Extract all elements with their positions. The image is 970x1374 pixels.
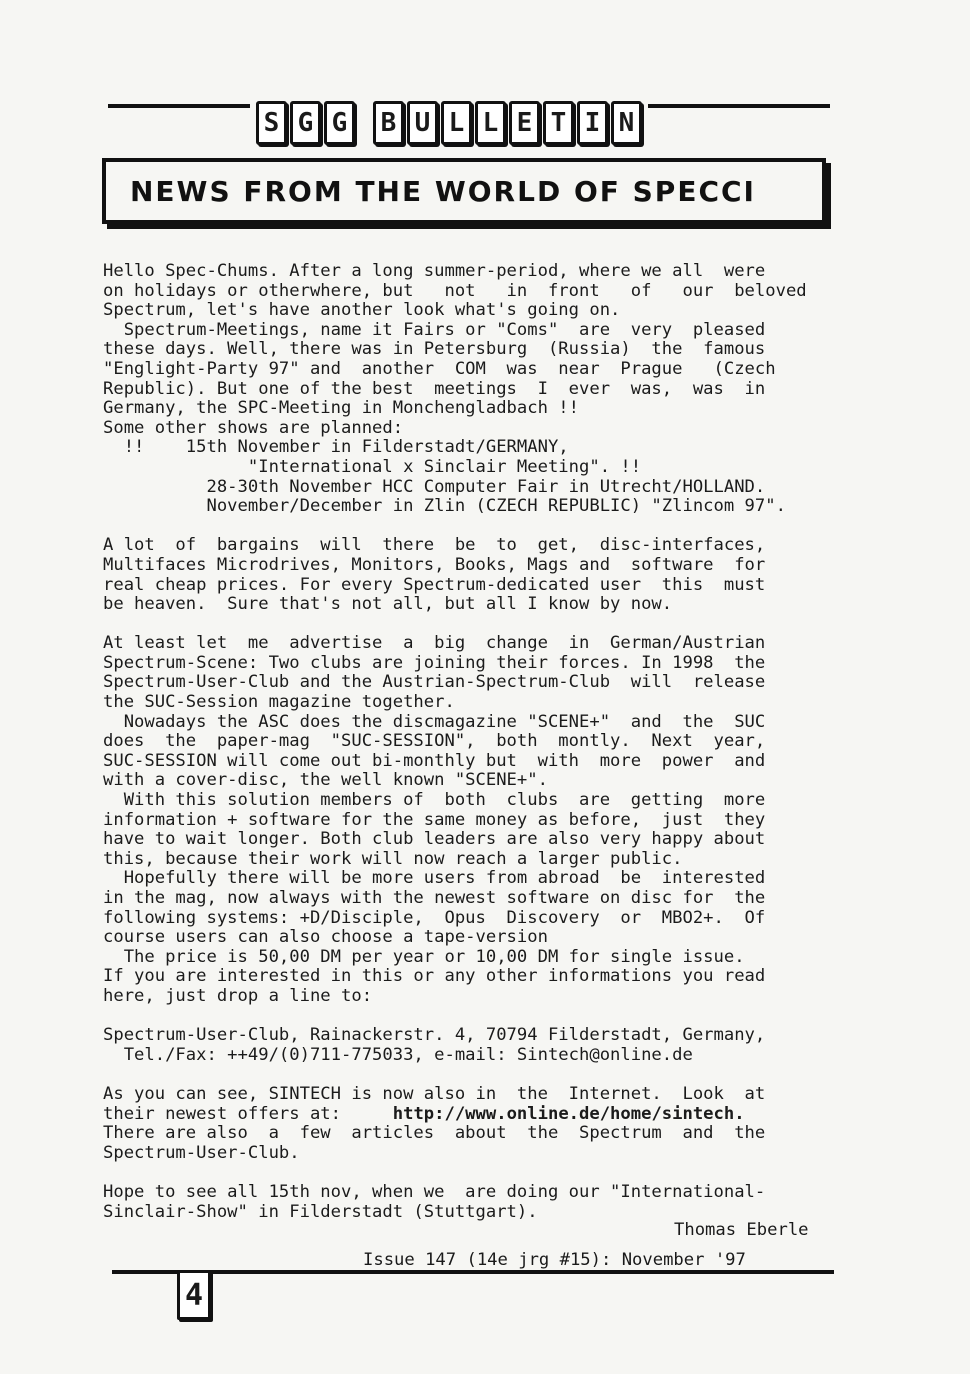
text-line: on holidays or otherwhere, but not in front of our beloved bbox=[103, 280, 807, 301]
text-line bbox=[103, 1163, 849, 1183]
text-line: 28-30th November HCC Computer Fair in Utrecht/HOLLAND. bbox=[103, 476, 766, 497]
text-line: The price is 50,00 DM per year or 10,00 DM for single issue. bbox=[103, 946, 745, 967]
text-line bbox=[103, 1065, 849, 1085]
text-line: Multifaces Microdrives, Monitors, Books, Mags and software for bbox=[103, 554, 766, 575]
text-line: Hello Spec-Chums. After a long summer-period, where we all were bbox=[103, 261, 766, 281]
text-line: With this solution members of both clubs are getting more bbox=[103, 790, 766, 811]
website-link[interactable]: http://www.online.de/home/sintech. bbox=[392, 1103, 745, 1124]
text-line: "Englight-Party 97" and another COM was near Prague (Czech bbox=[103, 358, 776, 379]
text-line: November/December in Zlin (CZECH REPUBLIC) "Zlincom 97". bbox=[103, 496, 786, 517]
text-line: A lot of bargains will there be to get, disc-interfaces, bbox=[103, 535, 766, 556]
text-line: here, just drop a line to: bbox=[103, 985, 373, 1006]
text-line: be heaven. Sure that's not all, but all I know by now. bbox=[103, 594, 673, 615]
text-line: Spectrum-User-Club and the Austrian-Spectrum-Club will release bbox=[103, 672, 766, 693]
title-letter: I bbox=[577, 101, 608, 145]
text-line: Spectrum, let's have another look what's going on. bbox=[103, 300, 621, 321]
text-line: Spectrum-User-Club. bbox=[103, 1142, 300, 1163]
text-line: does the paper-mag "SUC-SESSION", both montly. Next year, bbox=[103, 731, 766, 752]
text-line bbox=[103, 1007, 849, 1027]
text-line: If you are interested in this or any other informations you read bbox=[103, 966, 766, 987]
text-line: their newest offers at: http://www.online.de/home/sintech. bbox=[103, 1103, 745, 1124]
title-letter: L bbox=[475, 101, 506, 145]
headline-box bbox=[102, 158, 826, 224]
signature: Thomas Eberle bbox=[674, 1220, 809, 1240]
text-line bbox=[103, 517, 849, 537]
text-line: in the mag, now always with the newest software on disc for the bbox=[103, 888, 766, 908]
title-letter: S bbox=[256, 101, 287, 145]
text-line: real cheap prices. For every Spectrum-dedicated user this must bbox=[103, 574, 766, 595]
bulletin-word-bulletin bbox=[373, 101, 642, 145]
title-letter: E bbox=[509, 101, 540, 145]
text-line: the SUC-Session magazine together. bbox=[103, 692, 455, 713]
article-body bbox=[103, 262, 849, 1222]
text-line: There are also a few articles about the Spectrum and the bbox=[103, 1123, 766, 1144]
text-line bbox=[103, 615, 849, 635]
text-line: "International x Sinclair Meeting". !! bbox=[103, 456, 642, 477]
text-line: Nowadays the ASC does the discmagazine "SCENE+" and the SUC bbox=[103, 711, 766, 732]
text-line: Hope to see all 15th nov, when we are doing our "International- bbox=[103, 1181, 766, 1202]
text-line: Germany, the SPC-Meeting in Monchengladbach !! bbox=[103, 398, 579, 419]
text-line: Spectrum-Meetings, name it Fairs or "Coms" are very pleased bbox=[103, 319, 766, 340]
text-line: Tel./Fax: ++49/(0)711-775033, e-mail: Sintech@online.de bbox=[103, 1044, 693, 1065]
headline: NEWS FROM THE WORLD OF SPECCI bbox=[130, 174, 756, 208]
footer-rule bbox=[112, 1270, 834, 1274]
title-letter: G bbox=[290, 101, 321, 145]
title-letter: L bbox=[441, 101, 472, 145]
title-letter: U bbox=[407, 101, 438, 145]
text-line: Hopefully there will be more users from abroad be interested bbox=[103, 868, 766, 889]
text-line: with a cover-disc, the well known "SCENE+". bbox=[103, 770, 548, 791]
text-line: this, because their work will now reach a larger public. bbox=[103, 848, 683, 869]
text-line: !! 15th November in Filderstadt/GERMANY, bbox=[103, 437, 569, 458]
text-line: As you can see, SINTECH is now also in the Internet. Look at bbox=[103, 1083, 766, 1104]
text-line: these days. Well, there was in Petersburg (Russia) the famous bbox=[103, 339, 766, 360]
text-line: Sinclair-Show" in Filderstadt (Stuttgart). bbox=[103, 1201, 538, 1222]
issue-line: Issue 147 (14e jrg #15): November '97 bbox=[363, 1250, 746, 1270]
text-line: Republic). But one of the best meetings I ever was, was in bbox=[103, 378, 766, 399]
text-line: information + software for the same money as before, just they bbox=[103, 809, 766, 830]
text-line: Spectrum-Scene: Two clubs are joining their forces. In 1998 the bbox=[103, 652, 766, 673]
title-letter: N bbox=[611, 101, 642, 145]
text-line: following systems: +D/Disciple, Opus Discovery or MBO2+. Of bbox=[103, 907, 766, 928]
text-line: Some other shows are planned: bbox=[103, 417, 404, 438]
text-line: have to wait longer. Both club leaders are also very happy about bbox=[103, 829, 766, 850]
title-letter: G bbox=[324, 101, 355, 145]
bulletin-title bbox=[250, 100, 648, 146]
text-line: SUC-SESSION will come out bi-monthly but with more power and bbox=[103, 750, 766, 771]
text-line: At least let me advertise a big change in German/Austrian bbox=[103, 633, 766, 654]
title-letter: T bbox=[543, 101, 574, 145]
page-number: 4 bbox=[177, 1270, 211, 1320]
text-line: Spectrum-User-Club, Rainackerstr. 4, 70794 Filderstadt, Germany, bbox=[103, 1025, 766, 1046]
title-letter: B bbox=[373, 101, 404, 145]
text-line: course users can also choose a tape-version bbox=[103, 927, 548, 948]
bulletin-word-sgg bbox=[256, 101, 355, 145]
